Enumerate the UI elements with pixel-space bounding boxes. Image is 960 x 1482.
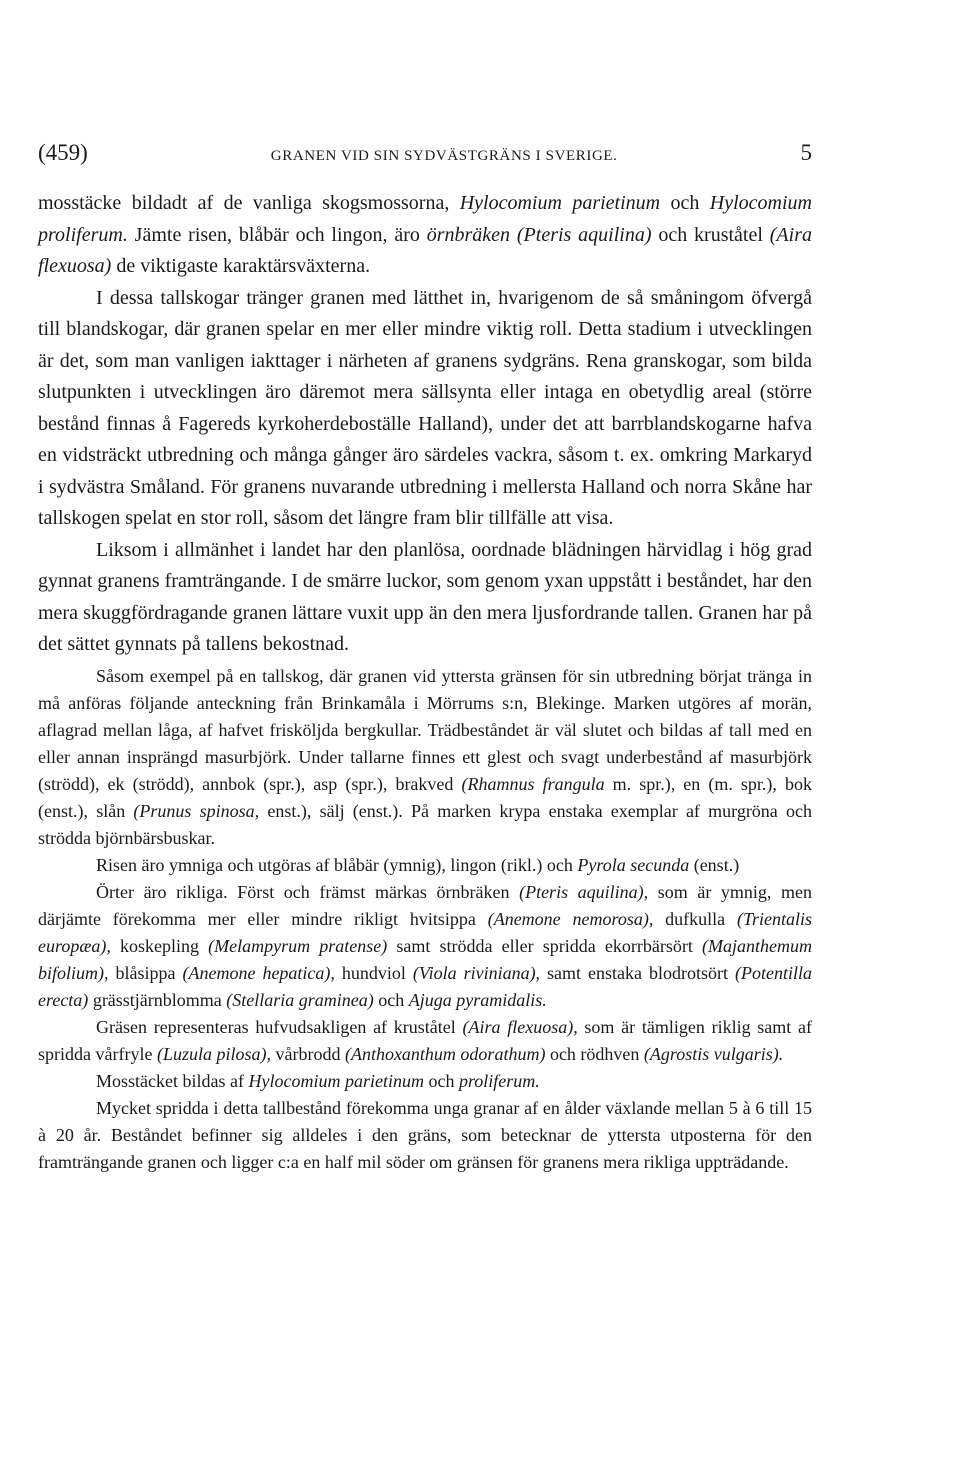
text-run: Mycket spridda i detta tallbestånd förekomma unga granar af en ålder växlande mellan 5 à 6 till 15 à 20 år. Beståndet befinner sig alldeles i den gräns, som betecknar de yttersta utposterna för den framträngande granen och ligger c:a en half mil söder om gränsen för granens mera rikliga uppträdande. (38, 1097, 812, 1172)
italic-text-run: (Aira flexuosa), (462, 1016, 578, 1037)
italic-text-run: (Stellaria graminea) (226, 989, 374, 1010)
text-run: de viktigaste karaktärsväxterna. (111, 255, 371, 277)
italic-text-run: (Rhamnus frangula (461, 773, 605, 794)
text-run: Gräsen representeras hufvudsakligen af kruståtel (96, 1016, 463, 1037)
italic-text-run: (Prunus spinosa, (133, 800, 260, 821)
text-run: och (423, 1070, 459, 1091)
italic-text-run: Hylocomium parietinum (459, 192, 661, 214)
text-run: koskepling (110, 935, 209, 956)
italic-text-run: (Aira flexuosa) (38, 223, 812, 277)
text-run: dufkulla (653, 908, 737, 929)
text-run: grässtjärnblomma (88, 989, 227, 1010)
italic-text-run: (Potentilla erecta) (38, 962, 812, 1010)
italic-text-run: (Trientalis europæa), (38, 908, 812, 956)
italic-text-run: (Viola riviniana), (412, 962, 541, 983)
main-text (38, 188, 812, 661)
text-run: som är tämligen riklig samt af spridda vårfryle (38, 1016, 813, 1064)
italic-text-run: proliferum. (458, 1070, 540, 1091)
paragraph (38, 1068, 812, 1095)
paragraph (38, 188, 812, 283)
text-run: Örter äro rikliga. Först och främst märkas örnbräken (96, 881, 520, 902)
text-run: enst.), sälj (enst.). På marken krypa enstaka exemplar af murgröna och strödda björnbärsbuskar. (38, 800, 813, 848)
italic-text-run: (Anthoxanthum odorathum) (344, 1043, 546, 1064)
italic-text-run: (Luzula pilosa), (156, 1043, 271, 1064)
paragraph (38, 535, 812, 661)
text-run: och rödhven (545, 1043, 644, 1064)
italic-text-run: (Melampyrum pratense) (208, 935, 388, 956)
italic-text-run: örnbräken (Pteris aquilina) (426, 223, 652, 246)
paragraph (38, 879, 812, 1014)
italic-text-run: Pyrola secunda (577, 854, 690, 875)
text-run: vårbrodd (270, 1043, 345, 1064)
text-run: hundviol (334, 962, 413, 983)
italic-text-run: (Agrostis vulgaris). (643, 1043, 784, 1064)
paragraph (38, 852, 812, 879)
text-run: blåsippa (108, 962, 183, 983)
italic-text-run: (Pteris aquilina), (519, 881, 649, 902)
paragraph (38, 663, 812, 852)
text-run: Liksom i allmänhet i landet har den planlösa, oordnade blädningen härvidlag i hög grad gynnat granens framträngande. I de smärre luckor, som genom yxan uppstått i beståndet, har den mera skuggfördragande granen lättare vuxit upp än den mera ljusfordrande tallen. Granen har på det sättet gynnats på tallens bekostnad. (38, 538, 812, 655)
small-print-text (38, 663, 812, 1176)
italic-text-run: (Anemone hepatica), (182, 962, 335, 983)
text-run: m. spr.), en (m. spr.), bok (enst.), slån (38, 773, 812, 821)
paragraph (38, 1095, 812, 1176)
text-run: och (373, 989, 409, 1010)
paragraph (38, 1014, 812, 1068)
text-run: Såsom exempel på en tallskog, där granen vid yttersta gränsen för sin utbredning börjat tränga in må anföras följande anteckning från Brinkamåla i Mörrums s:n, Blekinge. Marken utgöres af morän, aflagrad mellan låga, af hafvet frisköljda bergkullar. Trädbeståndet är väl slutet och bildas af tall med en eller annan insprängd masurbjörk. Under tallarne finnes ett glest och svagt underbestånd af masurbjörk (strödd), ek (strödd), annbok (spr.), asp (spr.), brakved (38, 665, 812, 794)
text-run: och (660, 192, 710, 214)
text-run: Jämte risen, blåbär och lingon, äro (127, 223, 427, 246)
paragraph (38, 283, 812, 535)
italic-text-run: (Anemone nemorosa), (487, 908, 654, 929)
text-run: Mosstäcket bildas af (96, 1070, 249, 1091)
text-run: Risen äro ymniga och utgöras af blåbär (ymnig), lingon (rikl.) och (96, 854, 578, 875)
text-run: I dessa tallskogar tränger granen med lätthet in, hvarigenom de så småningom öfvergå till blandskogar, där granen spelar en mer eller mindre viktig roll. Detta stadium i utvecklingen är det, som man vanligen iakttager i närheten af granens sydgräns. Rena granskogar, som bilda slutpunkten i utvecklingen äro däremot mera sällsynta eller intaga en obetydlig areal (större bestånd finnas å Fagereds kyrkoherdeboställe Halland), under det att barrblandskogarne hafva en vidsträckt utbredning och många gånger äro särdeles vackra, såsom t. ex. omkring Markaryd i sydvästra Småland. För granens nuvarande utbredning i mellersta Halland och norra Skåne har tallskogen spelat en stor roll, såsom det längre fram blir tillfälle att visa. (38, 286, 812, 529)
italic-text-run: Ajuga pyramidalis. (408, 989, 547, 1010)
text-run: och kruståtel (651, 223, 770, 246)
text-run: som är ymnig, men därjämte förekomma mer eller mindre rikligt hvitsippa (38, 881, 812, 929)
text-run: mosstäcke bildadt af de vanliga skogsmossorna, (38, 192, 460, 214)
text-run: samt enstaka blodrotsört (540, 962, 735, 983)
page-reference: (459) (38, 140, 88, 165)
italic-text-run: Hylocomium proliferum. (38, 192, 812, 246)
italic-text-run: (Majanthemum bifolium), (38, 935, 812, 983)
page-number: 5 (800, 140, 812, 165)
running-title: GRANEN VID SIN SYDVÄSTGRÄNS I SVERIGE. (270, 148, 618, 164)
italic-text-run: Hylocomium parietinum (248, 1070, 424, 1091)
text-run: samt strödda eller spridda ekorrbärsört (387, 935, 703, 956)
text-run: (enst.) (689, 854, 740, 875)
running-header (38, 140, 812, 166)
